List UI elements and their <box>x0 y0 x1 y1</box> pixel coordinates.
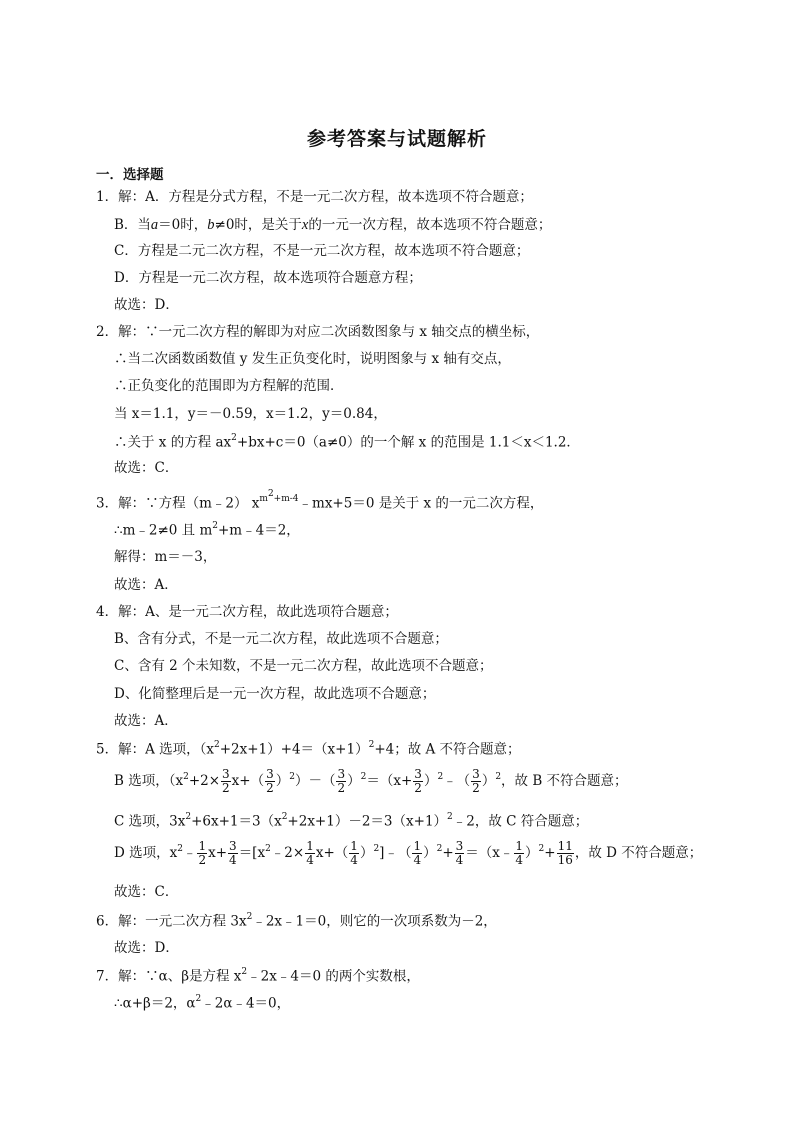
q4-line-2: B、含有分式，不是一元二次方程，故此选项不合题意； <box>114 631 448 647</box>
q3-line-1: 3．解：∵方程（m﹣2） $x^{m^2+m-4}﹣mx+5=0$ 是关于 x 的一元二次方程， <box>96 489 544 512</box>
fraction: $\frac{1}{4}$ <box>515 839 524 868</box>
q1-line-c: C．方程是二元二次方程，不是一元二次方程，故本选项不符合题意； <box>114 243 530 259</box>
q2-line-1: 2．解：∵一元二次方程的解即为对应二次函数图象与 x 轴交点的横坐标， <box>96 324 540 340</box>
q1-answer: 故选：D． <box>114 297 179 313</box>
fraction: $\frac{3}{2}$ <box>472 767 480 796</box>
fraction: $\frac{3}{2}$ <box>266 767 274 796</box>
q5-line-1: 5．解：A 选项，$(x^2+2x+1)+4=(x+1)^2+4$；故 A 不符合题意； <box>96 740 521 758</box>
fraction: $\frac{1}{4}$ <box>413 839 422 868</box>
fraction: $\frac{3}{2}$ <box>414 767 422 796</box>
fraction: $\frac{1}{4}$ <box>306 839 314 868</box>
q7-line-1: 7．解：∵α、β是方程 $x^2﹣2x﹣4=0$ 的两个实数根， <box>96 967 420 985</box>
q2-line-2: ∴当二次函数函数值 y 发生正负变化时，说明图象与 x 轴有交点， <box>114 351 511 367</box>
q2-line-5: ∴关于 x 的方程 $ax^2+bx+c=0(a\ne 0)$的一个解 x 的范围是 1.1＜x＜1.2． <box>114 433 580 451</box>
q4-line-4: D、化简整理后是一元一次方程，故此选项不合题意； <box>114 686 436 702</box>
q3-line-2: ∴m﹣2≠0 且 $m^2+m﹣4=2$， <box>114 521 300 539</box>
fraction: $\frac{3}{2}$ <box>222 767 230 796</box>
fraction: $\frac{11}{16}$ <box>557 839 573 868</box>
q4-line-3: C、含有 2 个未知数，不是一元二次方程，故此选项不合题意； <box>114 658 493 674</box>
q7-line-2: ∴α+β＝2，$\alpha^2﹣2\alpha﹣4=0$， <box>114 994 291 1012</box>
q5-line-2: B 选项，（$x^2+2\times$ $\frac{3}{2}$ x+（ $\frac{3}{2}$ ）$^2$）－（ $\frac{3}{2}$ ）$^2$＝（x+ $\frac{3}{2}$ ）$^2$﹣（ $\frac{3}{2}$ ）$^2$，故 B 不符合题意； <box>114 767 628 796</box>
fraction: $\frac{3}{4}$ <box>229 839 237 868</box>
fraction: $\frac{1}{2}$ <box>198 839 207 868</box>
q3-answer: 故选：A． <box>114 577 178 593</box>
q5-line-4: D 选项，$x^2﹣$ $\frac{1}{2}$ x+ $\frac{3}{4}$ $=[x^2﹣2\times$ $\frac{1}{4}$ x+（ $\frac{1}{4}$ ）$^2$]﹣（ $\frac{1}{4}$ ）$^2$+ $\frac{3}{4}$ ＝（x﹣ $\frac{1}{4}$ ）$^2$+ $\frac{11}{16}$ ，故 D 不符合题意； <box>114 839 703 868</box>
q2-line-3: ∴正负变化的范围即为方程解的范围． <box>114 378 344 394</box>
q2-line-4: 当 x＝1.1，y＝－0.59，x＝1.2，y＝0.84， <box>114 406 387 422</box>
q5-line-3: C 选项，$3x^2+6x+1=3(x^2+2x+1)-2=3(x+1)^2﹣2$，故 C 符合题意； <box>114 812 589 830</box>
q6-line-1: 6．解：一元二次方程 $3x^2﹣2x﹣1=0$，则它的一次项系数为－2， <box>96 912 497 930</box>
q3-line-3: 解得：m＝－3， <box>114 549 217 565</box>
q4-answer: 故选：A． <box>114 713 178 729</box>
fraction: $\frac{1}{4}$ <box>350 839 358 868</box>
q1-line-d: D．方程是一元二次方程，故本选项符合题意方程； <box>114 270 422 286</box>
q2-answer: 故选：C． <box>114 460 179 476</box>
q4-line-1: 4．解：A、是一元二次方程，故此选项符合题意； <box>96 604 398 620</box>
q1-line-b: B．当a＝0时，b≠0时，是关于x的一元一次方程，故本选项不符合题意； <box>114 217 552 233</box>
q1-line-a: 1．解：A．方程是分式方程，不是一元二次方程，故本选项不符合题意； <box>96 189 533 205</box>
page-title: 参考答案与试题解析 <box>306 128 487 150</box>
fraction: $\frac{3}{4}$ <box>455 839 464 868</box>
section-heading: 一．选择题 <box>96 167 164 183</box>
q6-answer: 故选：D． <box>114 940 179 956</box>
fraction: $\frac{3}{2}$ <box>337 767 346 796</box>
q5-answer: 故选：C． <box>114 884 179 900</box>
